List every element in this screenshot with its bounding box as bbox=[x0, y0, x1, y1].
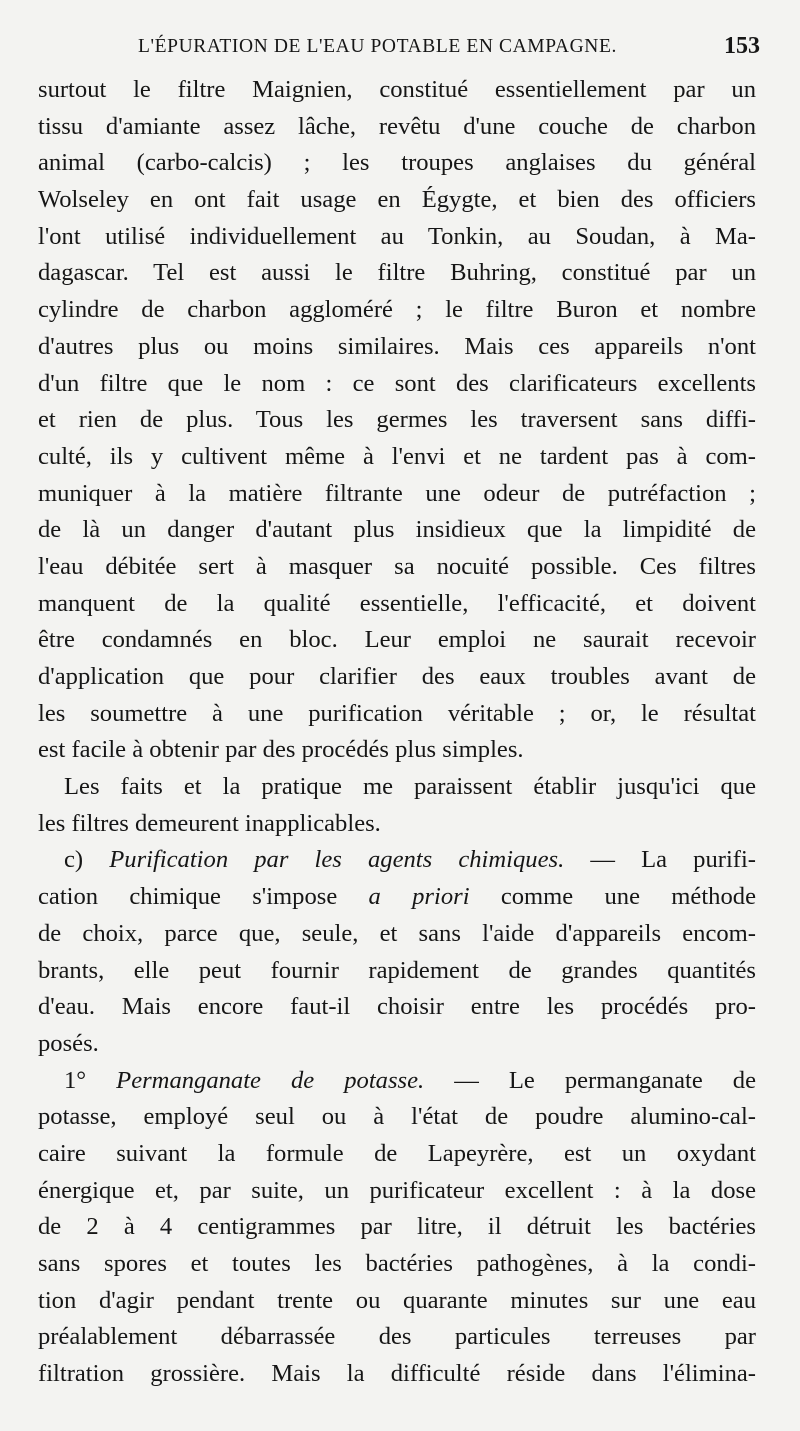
italic-run: Purification par les agents chimiques. bbox=[109, 846, 565, 874]
text-line: Les faits et la pratique me paraissent établir jusqu'ici que bbox=[64, 773, 756, 801]
text-line: Wolseley en ont fait usage en Égygte, et bien des officiers bbox=[38, 186, 756, 214]
text-line: d'eau. Mais encore faut-il choisir entre les procédés pro- bbox=[38, 993, 756, 1021]
text-line: tion d'agir pendant trente ou quarante minutes sur une eau bbox=[38, 1286, 756, 1314]
text-run: comme une méthode bbox=[469, 883, 756, 911]
text-line: cylindre de charbon aggloméré ; le filtre Buron et nombre bbox=[38, 296, 756, 324]
text-run: — La purifi- bbox=[564, 846, 756, 874]
italic-run: a priori bbox=[368, 883, 470, 911]
text-line: être condamnés en bloc. Leur emploi ne saurait recevoir bbox=[38, 626, 756, 654]
text-line: est facile à obtenir par des procédés plus simples. bbox=[38, 736, 524, 764]
text-line: de là un danger d'autant plus insidieux que la limpidité de bbox=[38, 516, 756, 544]
text-line: l'ont utilisé individuellement au Tonkin, au Soudan, à Ma- bbox=[38, 222, 756, 250]
text-line: manquent de la qualité essentielle, l'efficacité, et doivent bbox=[38, 589, 756, 617]
text-line: culté, ils y cultivent même à l'envi et ne tardent pas à com- bbox=[38, 442, 756, 470]
text-line: de choix, parce que, seule, et sans l'aide d'appareils encom- bbox=[38, 919, 756, 947]
text-run: c) bbox=[64, 846, 110, 874]
text-line: et rien de plus. Tous les germes les traversent sans diffi- bbox=[38, 406, 756, 434]
text-line: préalablement débarrassée des particules terreuses par bbox=[38, 1323, 756, 1351]
text-run: — Le permanganate de bbox=[424, 1066, 756, 1094]
text-run: cation chimique s'impose bbox=[38, 883, 369, 911]
text-line bbox=[38, 842, 756, 879]
text-run: 1° bbox=[64, 1066, 117, 1094]
text-line: animal (carbo-calcis) ; les troupes anglaises du général bbox=[38, 149, 756, 177]
text-line: surtout le filtre Maignien, constitué essentiellement par un bbox=[38, 76, 756, 103]
text-line bbox=[38, 879, 756, 916]
text-line: d'un filtre que le nom : ce sont des clarificateurs excellents bbox=[38, 369, 756, 397]
text-line: énergique et, par suite, un purificateur excellent : à la dose bbox=[38, 1176, 756, 1204]
text-line: brants, elle peut fournir rapidement de grandes quantités bbox=[38, 956, 756, 984]
text-line: les soumettre à une purification véritable ; or, le résultat bbox=[38, 699, 756, 727]
text-line bbox=[38, 1063, 756, 1100]
text-line: l'eau débitée sert à masquer sa nocuité possible. Ces filtres bbox=[38, 552, 756, 580]
running-title: L'ÉPURATION DE L'EAU POTABLE EN CAMPAGNE. bbox=[138, 36, 617, 57]
text-line: d'autres plus ou moins similaires. Mais ces appareils n'ont bbox=[38, 332, 756, 360]
text-line: les filtres demeurent inapplicables. bbox=[38, 809, 381, 837]
text-line: potasse, employé seul ou à l'état de poudre alumino-cal- bbox=[38, 1103, 756, 1131]
text-line: d'application que pour clarifier des eaux troubles avant de bbox=[38, 663, 756, 690]
text-line: de 2 à 4 centigrammes par litre, il détruit les bactéries bbox=[38, 1213, 756, 1241]
text-line: caire suivant la formule de Lapeyrère, est un oxydant bbox=[38, 1139, 756, 1167]
page-number: 153 bbox=[724, 33, 760, 59]
text-line: sans spores et toutes les bactéries pathogènes, à la condi- bbox=[38, 1250, 756, 1277]
text-line: tissu d'amiante assez lâche, revêtu d'une couche de charbon bbox=[38, 112, 756, 140]
text-line: muniquer à la matière filtrante une odeur de putréfaction ; bbox=[38, 479, 756, 507]
text-line: posés. bbox=[38, 1029, 99, 1057]
running-head bbox=[38, 28, 760, 72]
text-line: filtration grossière. Mais la difficulté réside dans l'élimina- bbox=[38, 1360, 756, 1388]
italic-run: Permanganate de potasse. bbox=[116, 1066, 425, 1094]
text-line: dagascar. Tel est aussi le filtre Buhring, constitué par un bbox=[38, 259, 756, 287]
body-text bbox=[38, 72, 756, 1393]
